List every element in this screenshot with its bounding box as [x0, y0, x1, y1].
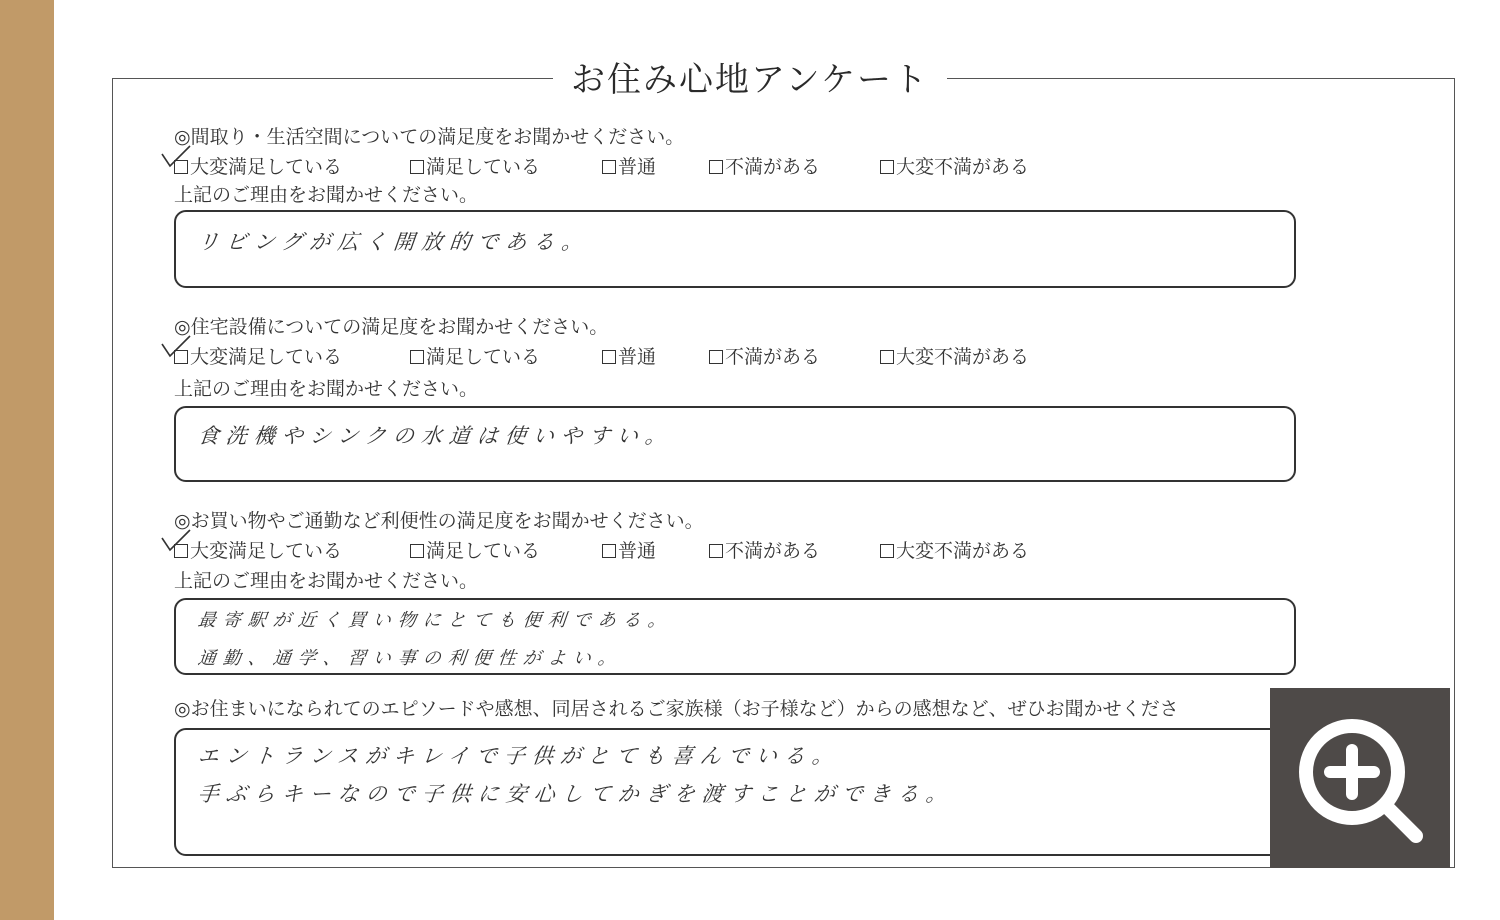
checkbox[interactable] — [174, 544, 188, 558]
side-accent-strip — [0, 0, 54, 920]
checkbox[interactable] — [709, 544, 723, 558]
option-very-dissatisfied[interactable] — [880, 536, 1029, 563]
answer-box-1 — [174, 210, 1296, 288]
answer-box-2 — [174, 406, 1296, 482]
handwritten-answer-3b: 通勤、通学、習い事の利便性がよい。 — [196, 648, 624, 669]
question-4: ◎お住まいになられてのエピソードや感想、同居されるご家族様（お子様など）からの感想など、ぜひお聞かせくださ — [174, 698, 1179, 720]
checkbox[interactable] — [602, 350, 616, 364]
checkbox[interactable] — [410, 544, 424, 558]
checkbox[interactable] — [709, 350, 723, 364]
option-label: 満足している — [426, 540, 541, 562]
option-label: 普通 — [618, 156, 657, 178]
option-label: 普通 — [618, 346, 657, 368]
checkbox[interactable] — [880, 160, 894, 174]
option-label: 満足している — [426, 156, 541, 178]
question-2: ◎住宅設備についての満足度をお聞かせください。 — [174, 316, 609, 338]
option-dissatisfied[interactable] — [709, 536, 820, 563]
checkbox[interactable] — [410, 160, 424, 174]
checkbox[interactable] — [174, 160, 188, 174]
option-label: 不満がある — [725, 156, 821, 178]
reason-prompt-3: 上記のご理由をお聞かせください。 — [174, 570, 479, 592]
option-neutral[interactable] — [602, 342, 656, 369]
handwritten-answer-3a: 最寄駅が近く買い物にとても便利である。 — [196, 610, 674, 631]
option-label: 大変満足している — [190, 156, 343, 178]
handwritten-answer-4b: 手ぶらキーなので子供に安心してかぎを渡すことができる。 — [196, 782, 956, 806]
checkbox[interactable] — [709, 160, 723, 174]
handwritten-answer-1: リビングが広く開放的である。 — [196, 230, 591, 254]
handwritten-answer-4a: エントランスがキレイで子供がとても喜んでいる。 — [196, 744, 842, 768]
option-dissatisfied[interactable] — [709, 152, 820, 179]
zoom-in-icon — [1270, 688, 1450, 868]
question-1: ◎間取り・生活空間についての満足度をお聞かせください。 — [174, 126, 685, 148]
reason-prompt-2: 上記のご理由をお聞かせください。 — [174, 378, 479, 400]
option-very-satisfied[interactable] — [174, 152, 342, 179]
option-label: 大変不満がある — [896, 346, 1030, 368]
checkbox[interactable] — [880, 350, 894, 364]
option-label: 大変不満がある — [896, 540, 1030, 562]
reason-prompt-1: 上記のご理由をお聞かせください。 — [174, 184, 479, 206]
option-label: 不満がある — [725, 540, 821, 562]
option-very-satisfied[interactable] — [174, 536, 342, 563]
answer-box-4 — [174, 728, 1296, 856]
option-satisfied[interactable] — [410, 536, 540, 563]
option-very-satisfied[interactable] — [174, 342, 342, 369]
survey-title: お住み心地アンケート — [553, 52, 947, 101]
option-neutral[interactable] — [602, 536, 656, 563]
question-3: ◎お買い物やご通勤など利便性の満足度をお聞かせください。 — [174, 510, 704, 532]
option-label: 大変満足している — [190, 540, 343, 562]
handwritten-answer-2: 食洗機やシンクの水道は使いやすい。 — [196, 424, 675, 448]
zoom-button[interactable] — [1270, 688, 1450, 868]
checkbox[interactable] — [410, 350, 424, 364]
option-label: 満足している — [426, 346, 541, 368]
option-label: 大変満足している — [190, 346, 343, 368]
checkbox[interactable] — [880, 544, 894, 558]
checkbox[interactable] — [602, 160, 616, 174]
option-satisfied[interactable] — [410, 342, 540, 369]
answer-box-3 — [174, 598, 1296, 675]
option-label: 普通 — [618, 540, 657, 562]
option-label: 不満がある — [725, 346, 821, 368]
checkbox[interactable] — [174, 350, 188, 364]
checkbox[interactable] — [602, 544, 616, 558]
title-wrap — [0, 52, 1500, 101]
option-dissatisfied[interactable] — [709, 342, 820, 369]
option-very-dissatisfied[interactable] — [880, 342, 1029, 369]
option-very-dissatisfied[interactable] — [880, 152, 1029, 179]
option-label: 大変不満がある — [896, 156, 1030, 178]
option-satisfied[interactable] — [410, 152, 540, 179]
option-neutral[interactable] — [602, 152, 656, 179]
